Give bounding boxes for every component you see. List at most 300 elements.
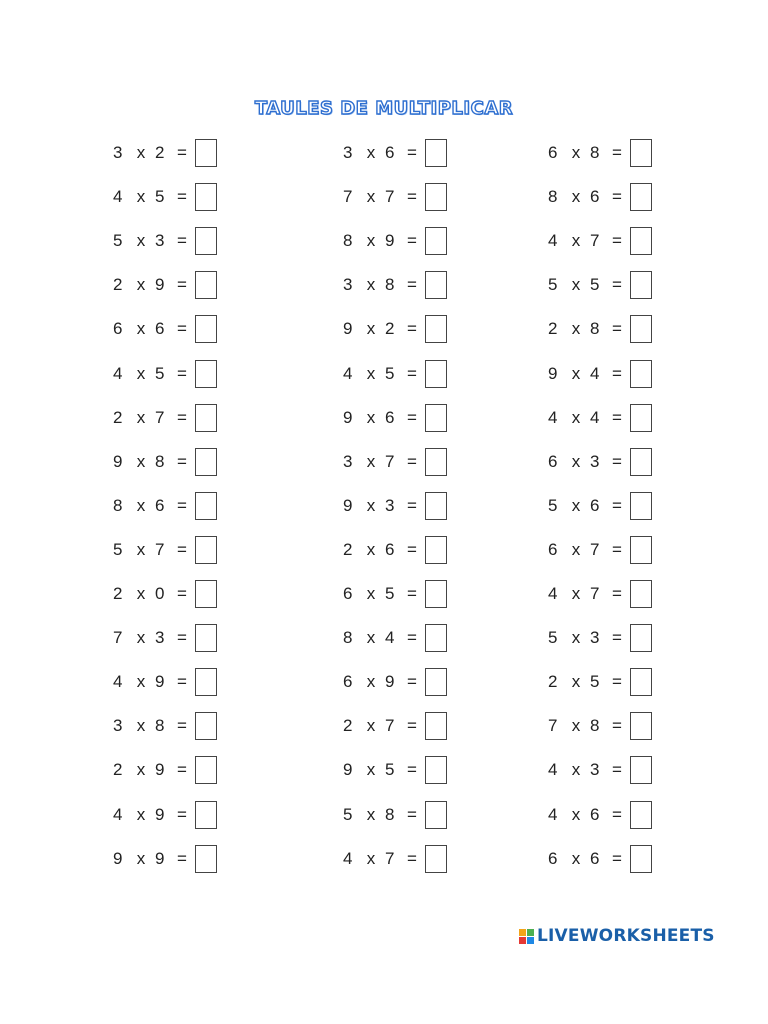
factor-b: 6: [590, 187, 600, 206]
factor-b: 7: [385, 849, 395, 868]
factor-a: 2: [548, 672, 558, 691]
factor-b: 9: [385, 672, 395, 691]
answer-box[interactable]: [630, 448, 652, 476]
problem-row: [343, 138, 447, 168]
factor-a: 4: [113, 364, 123, 383]
problem-row: [548, 226, 652, 256]
problem-row: [113, 226, 217, 256]
answer-box[interactable]: [425, 492, 447, 520]
times-sign: x: [136, 496, 146, 515]
multiplication-expression: [113, 187, 195, 207]
factor-b: 4: [590, 408, 600, 427]
problem-row: [113, 270, 217, 300]
times-sign: x: [366, 496, 376, 515]
times-sign: x: [136, 805, 146, 824]
factor-a: 6: [548, 540, 558, 559]
equals-sign: =: [177, 540, 187, 559]
problem-row: [343, 579, 447, 609]
answer-box[interactable]: [195, 448, 217, 476]
answer-box[interactable]: [425, 315, 447, 343]
factor-b: 0: [155, 584, 165, 603]
problem-row: [548, 447, 652, 477]
factor-b: 9: [155, 760, 165, 779]
problem-row: [343, 711, 447, 741]
factor-a: 7: [113, 628, 123, 647]
factor-a: 2: [113, 760, 123, 779]
problem-row: [548, 623, 652, 653]
equals-sign: =: [612, 452, 622, 471]
factor-a: 4: [343, 849, 353, 868]
factor-a: 8: [343, 628, 353, 647]
factor-b: 4: [590, 364, 600, 383]
factor-b: 9: [155, 849, 165, 868]
factor-a: 7: [343, 187, 353, 206]
problem-row: [548, 314, 652, 344]
factor-a: 2: [113, 584, 123, 603]
multiplication-expression: [343, 452, 425, 472]
factor-a: 2: [343, 540, 353, 559]
equals-sign: =: [177, 364, 187, 383]
answer-box[interactable]: [195, 271, 217, 299]
equals-sign: =: [177, 628, 187, 647]
multiplication-expression: [113, 672, 195, 692]
factor-b: 6: [155, 496, 165, 515]
factor-b: 7: [155, 540, 165, 559]
factor-a: 9: [343, 496, 353, 515]
multiplication-expression: [113, 275, 195, 295]
equals-sign: =: [612, 540, 622, 559]
answer-box[interactable]: [425, 360, 447, 388]
multiplication-expression: [548, 716, 630, 736]
times-sign: x: [136, 584, 146, 603]
problem-row: [548, 182, 652, 212]
equals-sign: =: [407, 496, 417, 515]
problem-row: [548, 403, 652, 433]
factor-a: 6: [113, 319, 123, 338]
times-sign: x: [571, 628, 581, 647]
multiplication-expression: [548, 231, 630, 251]
equals-sign: =: [407, 805, 417, 824]
factor-b: 8: [155, 452, 165, 471]
times-sign: x: [366, 672, 376, 691]
problem-row: [113, 447, 217, 477]
multiplication-expression: [548, 540, 630, 560]
equals-sign: =: [177, 408, 187, 427]
factor-b: 7: [155, 408, 165, 427]
answer-box[interactable]: [630, 756, 652, 784]
equals-sign: =: [612, 496, 622, 515]
answer-box[interactable]: [630, 271, 652, 299]
problem-row: [548, 711, 652, 741]
factor-b: 8: [590, 143, 600, 162]
times-sign: x: [136, 275, 146, 294]
problem-row: [548, 755, 652, 785]
multiplication-expression: [113, 584, 195, 604]
times-sign: x: [136, 628, 146, 647]
multiplication-expression: [343, 760, 425, 780]
answer-box[interactable]: [425, 712, 447, 740]
equals-sign: =: [177, 143, 187, 162]
factor-a: 2: [113, 275, 123, 294]
multiplication-expression: [343, 716, 425, 736]
equals-sign: =: [177, 805, 187, 824]
times-sign: x: [366, 187, 376, 206]
answer-box[interactable]: [195, 580, 217, 608]
times-sign: x: [136, 452, 146, 471]
factor-b: 6: [590, 805, 600, 824]
answer-box[interactable]: [195, 712, 217, 740]
factor-b: 9: [155, 805, 165, 824]
problem-row: [343, 226, 447, 256]
logo-square-4: [527, 937, 534, 944]
multiplication-expression: [548, 672, 630, 692]
times-sign: x: [366, 805, 376, 824]
equals-sign: =: [407, 849, 417, 868]
multiplication-expression: [343, 540, 425, 560]
factor-a: 5: [343, 805, 353, 824]
times-sign: x: [136, 672, 146, 691]
equals-sign: =: [407, 452, 417, 471]
multiplication-expression: [548, 496, 630, 516]
problem-row: [548, 667, 652, 697]
answer-box[interactable]: [195, 624, 217, 652]
multiplication-expression: [343, 672, 425, 692]
factor-b: 5: [385, 760, 395, 779]
answer-box[interactable]: [195, 536, 217, 564]
factor-a: 6: [548, 452, 558, 471]
factor-a: 4: [548, 805, 558, 824]
factor-a: 6: [343, 584, 353, 603]
answer-box[interactable]: [630, 668, 652, 696]
times-sign: x: [571, 540, 581, 559]
multiplication-expression: [113, 364, 195, 384]
factor-b: 5: [590, 275, 600, 294]
answer-box[interactable]: [195, 756, 217, 784]
multiplication-expression: [113, 760, 195, 780]
factor-a: 2: [113, 408, 123, 427]
factor-a: 4: [343, 364, 353, 383]
multiplication-expression: [548, 319, 630, 339]
factor-a: 3: [343, 143, 353, 162]
answer-box[interactable]: [630, 845, 652, 873]
times-sign: x: [571, 760, 581, 779]
factor-b: 6: [385, 540, 395, 559]
times-sign: x: [366, 584, 376, 603]
equals-sign: =: [407, 584, 417, 603]
factor-b: 6: [385, 143, 395, 162]
factor-a: 3: [113, 716, 123, 735]
equals-sign: =: [407, 760, 417, 779]
answer-box[interactable]: [630, 801, 652, 829]
answer-box[interactable]: [195, 139, 217, 167]
problem-row: [343, 800, 447, 830]
times-sign: x: [366, 760, 376, 779]
factor-b: 6: [590, 496, 600, 515]
equals-sign: =: [407, 408, 417, 427]
answer-box[interactable]: [425, 227, 447, 255]
answer-box[interactable]: [195, 227, 217, 255]
problem-row: [113, 800, 217, 830]
times-sign: x: [571, 408, 581, 427]
problem-row: [343, 270, 447, 300]
equals-sign: =: [612, 319, 622, 338]
times-sign: x: [571, 452, 581, 471]
answer-box[interactable]: [425, 139, 447, 167]
equals-sign: =: [612, 143, 622, 162]
problem-row: [113, 138, 217, 168]
factor-a: 4: [113, 187, 123, 206]
times-sign: x: [136, 364, 146, 383]
problem-row: [343, 844, 447, 874]
factor-a: 4: [548, 584, 558, 603]
times-sign: x: [366, 540, 376, 559]
multiplication-expression: [343, 364, 425, 384]
multiplication-expression: [343, 849, 425, 869]
multiplication-expression: [343, 319, 425, 339]
equals-sign: =: [612, 805, 622, 824]
logo-square-2: [527, 929, 534, 936]
times-sign: x: [366, 716, 376, 735]
answer-box[interactable]: [630, 580, 652, 608]
factor-a: 4: [548, 408, 558, 427]
problem-row: [113, 755, 217, 785]
multiplication-expression: [343, 143, 425, 163]
equals-sign: =: [407, 275, 417, 294]
answer-box[interactable]: [195, 492, 217, 520]
problem-row: [343, 755, 447, 785]
answer-box[interactable]: [425, 845, 447, 873]
times-sign: x: [571, 849, 581, 868]
problem-row: [343, 667, 447, 697]
factor-a: 9: [548, 364, 558, 383]
problem-row: [113, 711, 217, 741]
factor-a: 6: [548, 143, 558, 162]
equals-sign: =: [612, 628, 622, 647]
times-sign: x: [366, 231, 376, 250]
factor-a: 4: [548, 231, 558, 250]
answer-box[interactable]: [630, 139, 652, 167]
multiplication-expression: [548, 143, 630, 163]
equals-sign: =: [612, 275, 622, 294]
problem-row: [343, 359, 447, 389]
multiplication-expression: [113, 231, 195, 251]
times-sign: x: [571, 275, 581, 294]
multiplication-expression: [113, 408, 195, 428]
multiplication-expression: [113, 805, 195, 825]
multiplication-expression: [113, 628, 195, 648]
answer-box[interactable]: [195, 183, 217, 211]
answer-box[interactable]: [425, 404, 447, 432]
problem-row: [113, 314, 217, 344]
factor-b: 8: [155, 716, 165, 735]
multiplication-expression: [548, 584, 630, 604]
answer-box[interactable]: [630, 404, 652, 432]
factor-b: 8: [385, 805, 395, 824]
factor-b: 5: [155, 187, 165, 206]
problem-row: [113, 844, 217, 874]
factor-a: 5: [548, 496, 558, 515]
times-sign: x: [366, 452, 376, 471]
worksheet-title: TAULES DE MULTIPLICAR: [254, 98, 514, 119]
answer-box[interactable]: [195, 315, 217, 343]
answer-box[interactable]: [630, 624, 652, 652]
factor-b: 3: [590, 628, 600, 647]
problem-row: [548, 270, 652, 300]
answer-box[interactable]: [425, 801, 447, 829]
equals-sign: =: [612, 716, 622, 735]
answer-box[interactable]: [425, 448, 447, 476]
equals-sign: =: [177, 496, 187, 515]
factor-b: 5: [385, 364, 395, 383]
times-sign: x: [366, 143, 376, 162]
factor-a: 3: [343, 452, 353, 471]
multiplication-expression: [548, 628, 630, 648]
answer-box[interactable]: [425, 271, 447, 299]
answer-box[interactable]: [630, 360, 652, 388]
factor-a: 5: [548, 628, 558, 647]
problem-row: [343, 535, 447, 565]
factor-a: 4: [113, 672, 123, 691]
times-sign: x: [136, 231, 146, 250]
factor-b: 8: [590, 716, 600, 735]
multiplication-expression: [113, 540, 195, 560]
logo-square-3: [519, 937, 526, 944]
answer-box[interactable]: [630, 536, 652, 564]
multiplication-expression: [113, 716, 195, 736]
liveworksheets-logo: [519, 926, 715, 946]
equals-sign: =: [612, 849, 622, 868]
multiplication-expression: [343, 408, 425, 428]
equals-sign: =: [407, 672, 417, 691]
problem-row: [113, 491, 217, 521]
multiplication-expression: [548, 408, 630, 428]
equals-sign: =: [177, 760, 187, 779]
times-sign: x: [136, 187, 146, 206]
problem-row: [113, 403, 217, 433]
factor-a: 7: [548, 716, 558, 735]
factor-a: 9: [113, 452, 123, 471]
multiplication-expression: [548, 760, 630, 780]
times-sign: x: [366, 319, 376, 338]
answer-box[interactable]: [195, 801, 217, 829]
answer-box[interactable]: [195, 404, 217, 432]
problem-row: [343, 447, 447, 477]
factor-a: 4: [113, 805, 123, 824]
multiplication-expression: [343, 584, 425, 604]
times-sign: x: [136, 319, 146, 338]
equals-sign: =: [407, 187, 417, 206]
logo-square-1: [519, 929, 526, 936]
factor-b: 5: [385, 584, 395, 603]
equals-sign: =: [177, 275, 187, 294]
problem-row: [548, 800, 652, 830]
factor-a: 2: [343, 716, 353, 735]
factor-a: 3: [343, 275, 353, 294]
multiplication-expression: [548, 849, 630, 869]
answer-box[interactable]: [425, 536, 447, 564]
factor-b: 9: [155, 275, 165, 294]
factor-b: 9: [155, 672, 165, 691]
factor-b: 3: [155, 628, 165, 647]
equals-sign: =: [407, 540, 417, 559]
times-sign: x: [571, 805, 581, 824]
multiplication-expression: [343, 496, 425, 516]
multiplication-expression: [113, 849, 195, 869]
equals-sign: =: [612, 584, 622, 603]
factor-b: 6: [385, 408, 395, 427]
equals-sign: =: [612, 672, 622, 691]
multiplication-expression: [343, 231, 425, 251]
times-sign: x: [571, 672, 581, 691]
answer-box[interactable]: [195, 845, 217, 873]
multiplication-expression: [343, 275, 425, 295]
times-sign: x: [571, 364, 581, 383]
problem-row: [113, 579, 217, 609]
factor-b: 8: [590, 319, 600, 338]
answer-box[interactable]: [425, 580, 447, 608]
problem-row: [343, 623, 447, 653]
factor-a: 9: [343, 760, 353, 779]
equals-sign: =: [407, 364, 417, 383]
equals-sign: =: [407, 231, 417, 250]
factor-b: 7: [590, 540, 600, 559]
factor-a: 8: [113, 496, 123, 515]
times-sign: x: [366, 408, 376, 427]
answer-box[interactable]: [630, 227, 652, 255]
answer-box[interactable]: [425, 668, 447, 696]
times-sign: x: [571, 187, 581, 206]
equals-sign: =: [177, 319, 187, 338]
times-sign: x: [571, 496, 581, 515]
factor-b: 4: [385, 628, 395, 647]
equals-sign: =: [407, 716, 417, 735]
problem-row: [548, 138, 652, 168]
times-sign: x: [366, 849, 376, 868]
factor-b: 2: [385, 319, 395, 338]
times-sign: x: [366, 628, 376, 647]
factor-b: 5: [155, 364, 165, 383]
answer-box[interactable]: [630, 712, 652, 740]
problem-row: [113, 623, 217, 653]
answer-box[interactable]: [425, 624, 447, 652]
factor-a: 9: [113, 849, 123, 868]
problem-row: [548, 579, 652, 609]
answer-box[interactable]: [195, 668, 217, 696]
multiplication-expression: [548, 187, 630, 207]
times-sign: x: [571, 584, 581, 603]
times-sign: x: [136, 143, 146, 162]
answer-box[interactable]: [425, 756, 447, 784]
problem-row: [343, 491, 447, 521]
equals-sign: =: [177, 672, 187, 691]
problem-row: [113, 182, 217, 212]
problem-row: [113, 359, 217, 389]
multiplication-expression: [113, 319, 195, 339]
equals-sign: =: [177, 716, 187, 735]
equals-sign: =: [612, 760, 622, 779]
equals-sign: =: [407, 319, 417, 338]
factor-a: 3: [113, 143, 123, 162]
answer-box[interactable]: [630, 315, 652, 343]
factor-b: 7: [385, 452, 395, 471]
logo-text: LIVEWORKSHEETS: [537, 926, 715, 946]
answer-box[interactable]: [630, 492, 652, 520]
factor-a: 5: [548, 275, 558, 294]
answer-box[interactable]: [425, 183, 447, 211]
multiplication-expression: [343, 187, 425, 207]
answer-box[interactable]: [195, 360, 217, 388]
answer-box[interactable]: [630, 183, 652, 211]
